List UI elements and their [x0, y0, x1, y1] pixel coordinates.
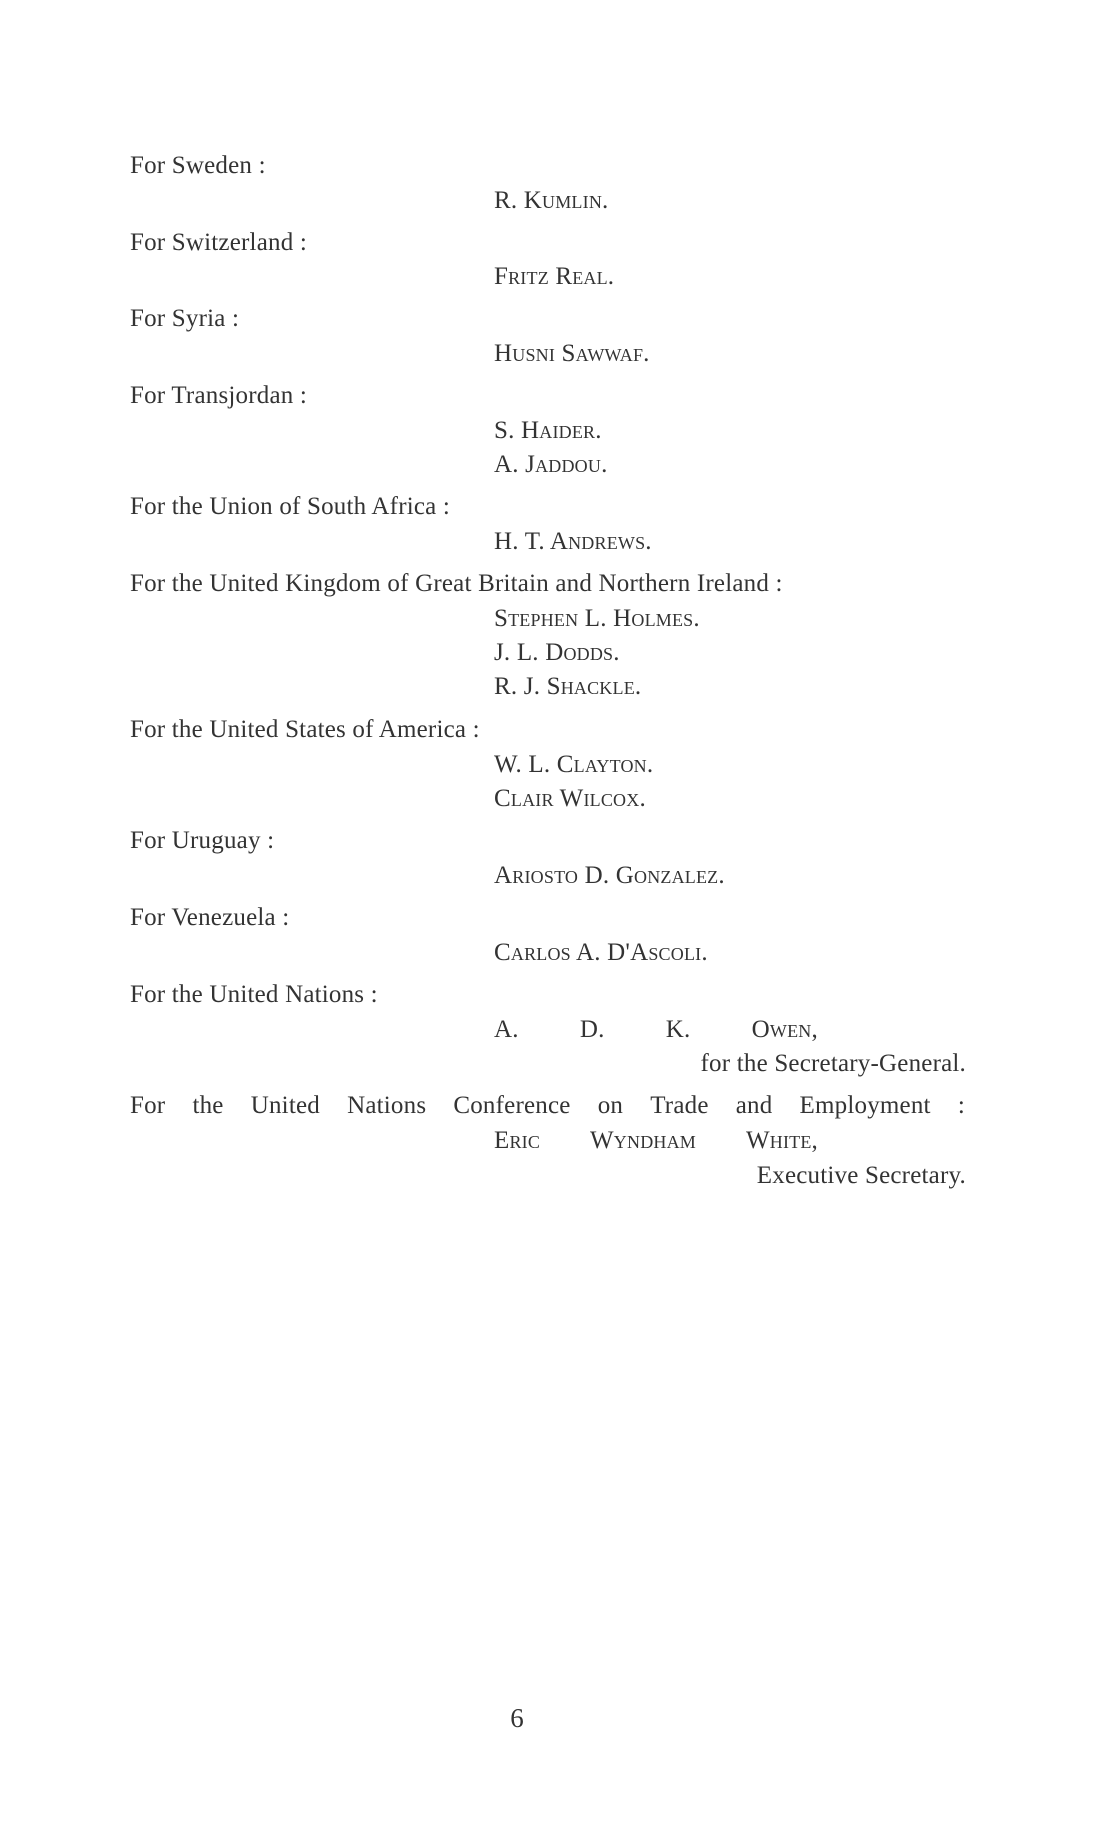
country-word: the	[171, 570, 203, 597]
country-un-conference	[130, 1091, 965, 1121]
country-transjordan: For Transjordan :	[130, 382, 308, 409]
country-uruguay: For Uruguay :	[130, 827, 275, 854]
signatory-gonzalez: Ariosto D. Gonzalez.	[494, 862, 725, 889]
signatory-shackle: R. J. Shackle.	[494, 673, 642, 700]
country-switzerland: For Switzerland :	[130, 229, 307, 256]
signatory-haider: S. Haider.	[494, 417, 602, 444]
signatory-word: Owen,	[751, 1016, 818, 1043]
country-word: the	[192, 1092, 224, 1119]
country-word: and	[735, 1092, 773, 1119]
signatory-wilcox: Clair Wilcox.	[494, 785, 646, 812]
country-united-states: For the United States of America :	[130, 716, 480, 743]
country-word: Nations	[347, 1092, 427, 1119]
signatory-word: A.	[494, 1016, 519, 1043]
country-word: Northern	[598, 570, 691, 597]
signatory-real: Fritz Real.	[494, 263, 615, 290]
country-word: Kingdom	[285, 570, 381, 597]
signatory-sawwaf: Husni Sawwaf.	[494, 340, 650, 367]
country-word: Employment	[799, 1092, 931, 1119]
country-word: For	[130, 1092, 166, 1119]
signatory-jaddou: A. Jaddou.	[494, 451, 608, 478]
signatory-owen	[494, 1015, 818, 1045]
signatory-clayton: W. L. Clayton.	[494, 751, 654, 778]
country-word: and	[555, 570, 593, 597]
signatory-white	[494, 1126, 818, 1156]
country-word: Conference	[453, 1092, 571, 1119]
country-word: Trade	[650, 1092, 709, 1119]
signatory-andrews: H. T. Andrews.	[494, 528, 652, 555]
signatory-word: Wyndham	[590, 1127, 697, 1154]
country-word: :	[775, 570, 783, 597]
country-sweden: For Sweden :	[130, 152, 266, 179]
country-word: Ireland	[696, 570, 770, 597]
signatory-kumlin: R. Kumlin.	[494, 187, 609, 214]
signatory-word: Eric	[494, 1127, 541, 1154]
country-united-kingdom	[130, 569, 783, 599]
country-word: Great	[415, 570, 472, 597]
signatory-title-owen: for the Secretary-General.	[700, 1050, 966, 1077]
country-united-nations: For the United Nations :	[130, 981, 378, 1008]
signatory-dascoli: Carlos A. D'Ascoli.	[494, 939, 708, 966]
country-venezuela: For Venezuela :	[130, 904, 290, 931]
country-word: on	[597, 1092, 624, 1119]
signatory-word: K.	[665, 1016, 691, 1043]
country-word: For	[130, 570, 166, 597]
signatory-word: D.	[579, 1016, 605, 1043]
signatory-word: White,	[745, 1127, 818, 1154]
country-syria: For Syria :	[130, 305, 240, 332]
page-number: 6	[510, 1703, 524, 1733]
country-south-africa: For the Union of South Africa :	[130, 493, 451, 520]
country-word: United	[209, 570, 279, 597]
country-word: :	[957, 1092, 965, 1119]
signatory-dodds: J. L. Dodds.	[494, 639, 620, 666]
country-word: Britain	[478, 570, 549, 597]
country-word: of	[387, 570, 409, 597]
signatory-title-white: Executive Secretary.	[756, 1162, 966, 1189]
country-word: United	[250, 1092, 320, 1119]
signatory-holmes: Stephen L. Holmes.	[494, 605, 700, 632]
